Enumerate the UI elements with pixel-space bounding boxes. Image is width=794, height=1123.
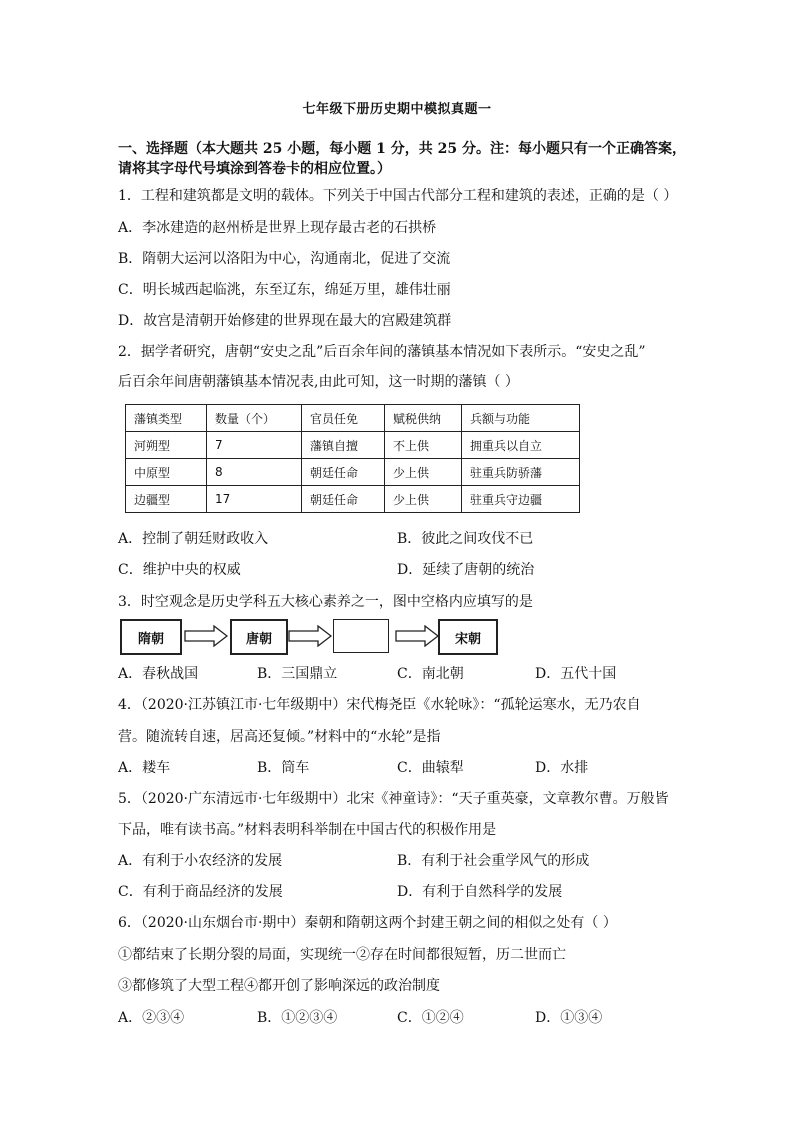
table-header-cell: 数量（个）	[207, 405, 302, 432]
table-header-cell: 藩镇类型	[126, 405, 207, 432]
q6-stem: 6．（2020·山东烟台市·期中）秦朝和隋朝这两个封建王朝之间的相似之处有（ ）	[118, 915, 617, 931]
q6-option-a: A．②③④	[118, 1010, 185, 1026]
flow-box-tang: 唐朝	[230, 619, 288, 655]
table-cell: 驻重兵守边疆	[462, 486, 580, 513]
q4-option-c: C．曲辕犁	[397, 760, 464, 776]
table-header-cell: 兵额与功能	[462, 405, 580, 432]
table-cell: 8	[207, 459, 302, 486]
table-cell: 7	[207, 432, 302, 459]
q5-stem-line1: 5．（2020·广东清远市·七年级期中）北宋《神童诗》：“天子重英豪，文章教尔曹。万般皆	[118, 791, 669, 807]
table-cell: 少上供	[385, 486, 462, 513]
table-cell: 朝廷任命	[302, 486, 385, 513]
q2-option-a: A．控制了朝廷财政收入	[118, 531, 269, 547]
q6-statement-1-2: ①都结束了长期分裂的局面，实现统一②存在时间都很短暂，历二世而亡	[118, 947, 566, 963]
table-cell: 河朔型	[126, 432, 207, 459]
q1-option-d: D．故宫是清朝开始修建的世界现在最大的宫殿建筑群	[118, 313, 452, 329]
q6-option-d: D．①③④	[535, 1010, 603, 1026]
q5-option-b: B．有利于社会重学风气的形成	[397, 853, 590, 869]
q4-option-a: A．耧车	[118, 760, 171, 776]
q1-option-a: A．李冰建造的赵州桥是世界上现存最古老的石拱桥	[118, 220, 437, 236]
right-arrow-icon	[288, 625, 332, 647]
section-heading-line2: 请将其字母代号填涂到答卷卡的相应位置。）	[118, 161, 391, 177]
q3-option-a: A．春秋战国	[118, 666, 199, 682]
q2-option-d: D．延续了唐朝的统治	[397, 562, 535, 578]
q3-stem: 3．时空观念是历史学科五大核心素养之一，图中空格内应填写的是	[118, 594, 533, 610]
q1-option-b: B．隋朝大运河以洛阳为中心，沟通南北，促进了交流	[118, 251, 451, 267]
dynasty-flow-diagram	[120, 619, 560, 655]
q3-option-b: B．三国鼎立	[257, 666, 338, 682]
q2-option-b: B．彼此之间攻伐不已	[397, 531, 534, 547]
q6-option-b: B．①②③④	[257, 1010, 338, 1026]
q1-option-c: C．明长城西起临洮，东至辽东，绵延万里，雄伟壮丽	[118, 282, 451, 298]
flow-box-song: 宋朝	[438, 619, 498, 655]
q2-stem-line2: 后百余年间唐朝藩镇基本情况表,由此可知，这一时期的藩镇（ ）	[118, 374, 519, 390]
table-row	[126, 459, 580, 486]
q5-option-a: A．有利于小农经济的发展	[118, 853, 283, 869]
table-cell: 少上供	[385, 459, 462, 486]
flow-box-sui: 隋朝	[120, 619, 182, 655]
q4-option-b: B．筒车	[257, 760, 310, 776]
table-cell: 不上供	[385, 432, 462, 459]
q5-option-c: C．有利于商品经济的发展	[118, 884, 283, 900]
q4-stem-line1: 4．（2020·江苏镇江市·七年级期中）宋代梅尧臣《水轮咏》：“孤轮运寒水，无乃农自	[118, 697, 641, 713]
table-row	[126, 486, 580, 513]
q6-option-c: C．①②④	[397, 1010, 464, 1026]
q1-stem: 1．工程和建筑都是文明的载体。下列关于中国古代部分工程和建筑的表述，正确的是（ ）	[118, 188, 678, 204]
q5-stem-line2: 下品，唯有读书高。”材料表明科举制在中国古代的积极作用是	[118, 822, 497, 838]
q2-stem-line1: 2．据学者研究，唐朝“安史之乱”后百余年间的藩镇基本情况如下表所示。“安史之乱”	[118, 344, 646, 360]
table-row	[126, 432, 580, 459]
q2-option-c: C．维护中央的权威	[118, 562, 241, 578]
flow-box-blank	[333, 619, 389, 653]
table-cell: 藩镇自擅	[302, 432, 385, 459]
q3-option-d: D．五代十国	[535, 666, 617, 682]
table-header-row	[126, 405, 580, 432]
table-cell: 边疆型	[126, 486, 207, 513]
table-cell: 朝廷任命	[302, 459, 385, 486]
q4-stem-line2: 营。随流转自速，居高还复倾。”材料中的“水轮”是指	[118, 729, 441, 745]
table-header-cell: 赋税供纳	[385, 405, 462, 432]
table-cell: 驻重兵防骄藩	[462, 459, 580, 486]
right-arrow-icon	[184, 625, 228, 647]
fanzhen-table	[125, 404, 580, 513]
q5-option-d: D．有利于自然科学的发展	[397, 884, 563, 900]
q3-option-c: C．南北朝	[397, 666, 464, 682]
table-cell: 17	[207, 486, 302, 513]
table-header-cell: 官员任免	[302, 405, 385, 432]
q4-option-d: D．水排	[535, 760, 589, 776]
page-title: 七年级下册历史期中模拟真题一	[302, 102, 492, 117]
right-arrow-icon	[395, 625, 439, 647]
q6-statement-3-4: ③都修筑了大型工程④都开创了影响深远的政治制度	[118, 978, 440, 994]
section-heading-line1: 一、选择题（本大题共 25 小题，每小题 1 分，共 25 分。注：每小题只有一个正确答案，	[118, 141, 686, 157]
table-cell: 拥重兵以自立	[462, 432, 580, 459]
table-cell: 中原型	[126, 459, 207, 486]
